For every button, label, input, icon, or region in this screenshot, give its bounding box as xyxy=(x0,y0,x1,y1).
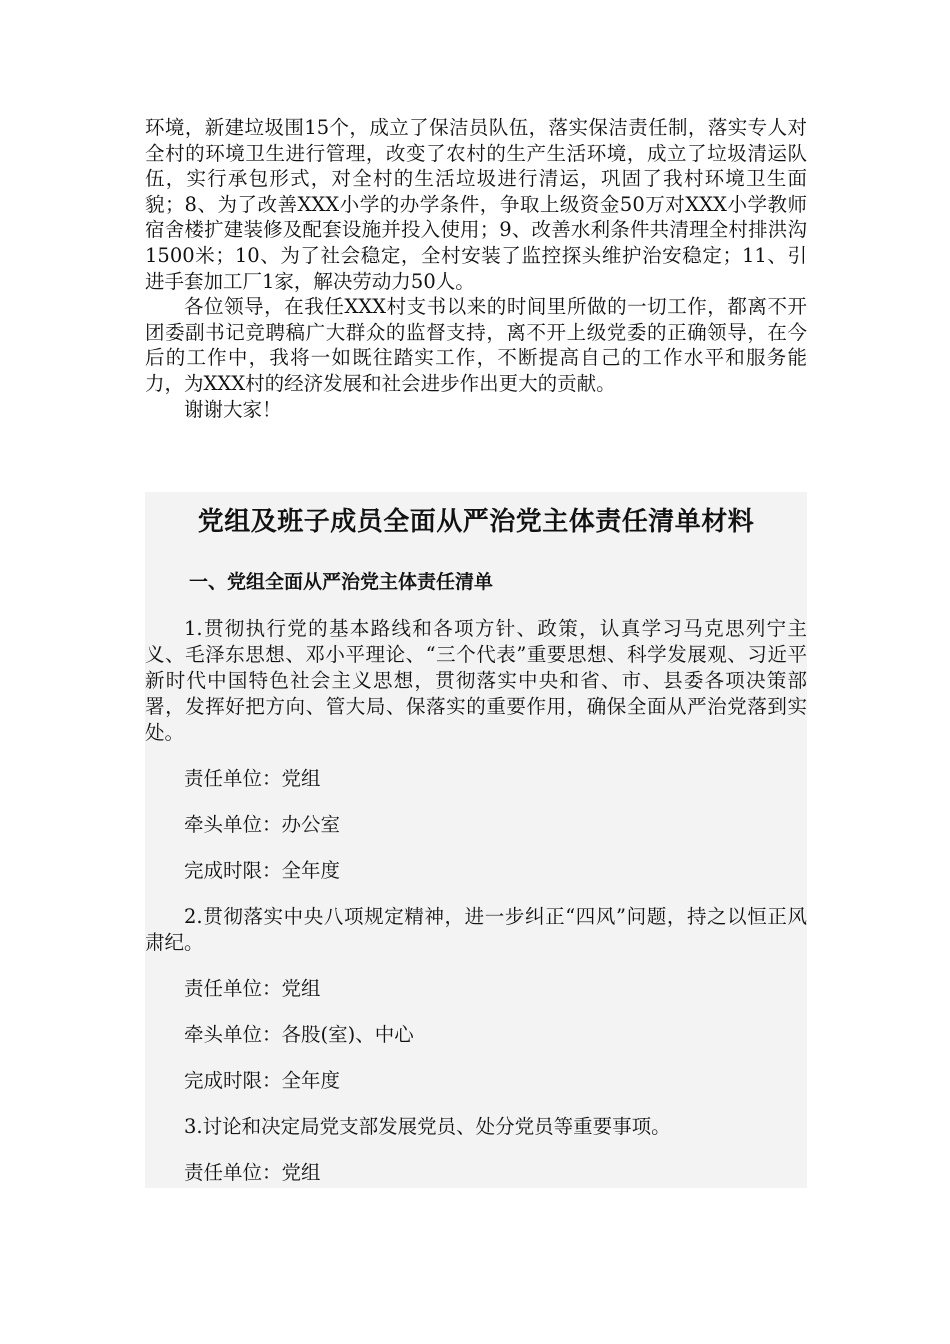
item-1-responsible: 责任单位：党组 xyxy=(184,767,321,790)
intro-paragraph-continued: 环境，新建垃圾围15个，成立了保洁员队伍，落实保洁责任制，落实专人对全村的环境卫生进行管理，改变了农村的生产生活环境，成立了垃圾清运队伍，实行承包形式，对全村的生活垃圾进行清运，巩固了我村环境卫生面貌；8、为了改善XXX小学的办学条件，争取上级资金50万对XXX小学教师宿舍楼扩建装修及配套设施并投入使用；9、改善水利条件共清理全村排洪沟1500米；10、为了社会稳定，全村安装了监控探头维护治安稳定；11、引进手套加工厂1家，解决劳动力50人。 xyxy=(145,116,807,293)
intro-paragraph-closing: 各位领导，在我任XXX村支书以来的时间里所做的一切工作，都离不开团委副书记竞聘稿广大群众的监督支持，离不开上级党委的正确领导，在今后的工作中，我将一如既往踏实工作，不断提高自己的工作水平和服务能力，为XXX村的经济发展和社会进步作出更大的贡献。 xyxy=(145,295,807,395)
item-2-deadline: 完成时限：全年度 xyxy=(184,1069,341,1092)
item-1-text: 1.贯彻执行党的基本路线和各项方针、政策，认真学习马克思列宁主义、毛泽东思想、邓小平理论、“三个代表”重要思想、科学发展观、习近平新时代中国特色社会主义思想，贯彻落实中央和省、市、县委各项决策部署，发挥好把方向、管大局、保落实的重要作用，确保全面从严治党落到实处。 xyxy=(145,617,807,744)
thanks-line: 谢谢大家！ xyxy=(184,397,282,421)
section-title: 党组及班子成员全面从严治党主体责任清单材料 xyxy=(197,507,755,537)
section-subheading: 一、党组全面从严治党主体责任清单 xyxy=(189,571,494,593)
responsibility-list-section xyxy=(145,492,807,1188)
item-2-text: 2.贯彻落实中央八项规定精神，进一步纠正“四风”问题，持之以恒正风肃纪。 xyxy=(145,905,807,954)
item-1-deadline: 完成时限：全年度 xyxy=(184,859,341,882)
document-body xyxy=(145,115,807,422)
item-2-responsible: 责任单位：党组 xyxy=(184,977,321,1000)
item-1-lead: 牵头单位：办公室 xyxy=(184,813,341,836)
item-2-lead: 牵头单位：各股(室)、中心 xyxy=(184,1023,414,1046)
item-3-responsible: 责任单位：党组 xyxy=(184,1161,321,1184)
item-3-text: 3.讨论和决定局党支部发展党员、处分党员等重要事项。 xyxy=(184,1115,671,1138)
